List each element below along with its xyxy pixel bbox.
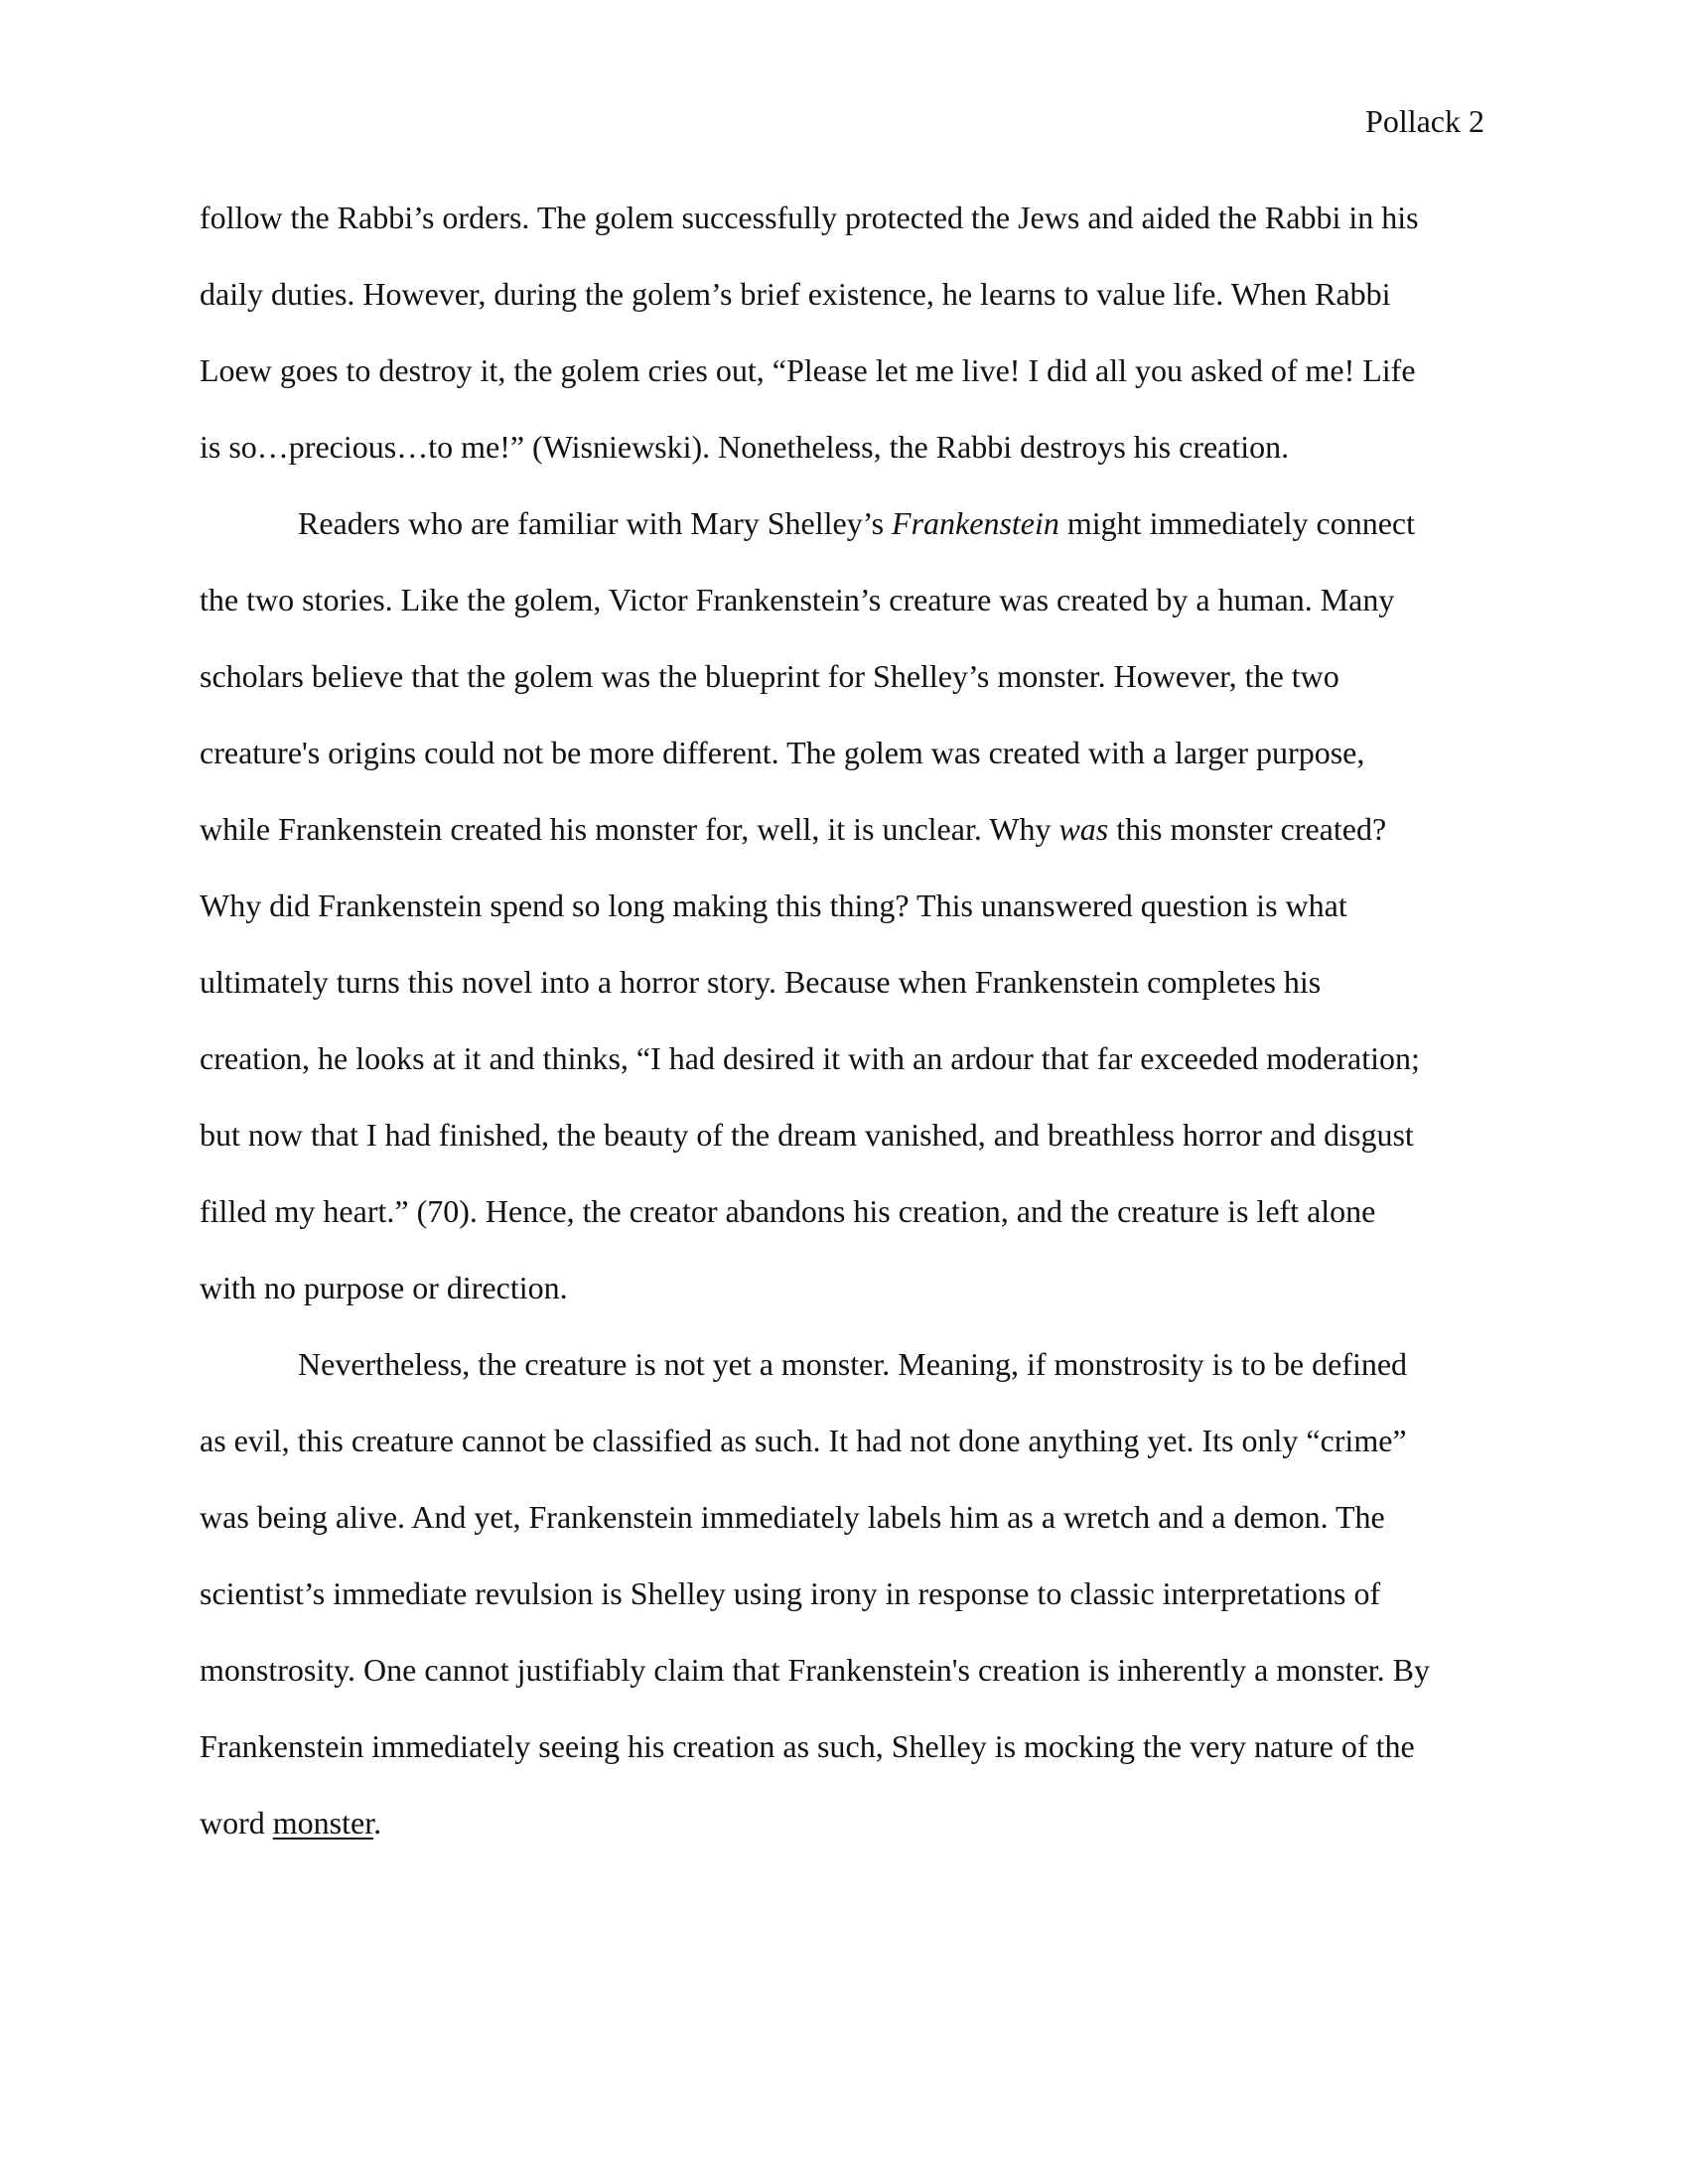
running-head: Pollack 2 xyxy=(1365,103,1484,139)
text-line xyxy=(200,1799,1490,1875)
text-line: monstrosity. One cannot justifiably claim that Frankenstein's creation is inherently a monster. By xyxy=(200,1652,1430,1688)
text-line: but now that I had finished, the beauty of the dream vanished, and breathless horror and disgust xyxy=(200,1117,1414,1153)
text-line: Frankenstein immediately seeing his creation as such, Shelley is mocking the very nature of the xyxy=(200,1728,1415,1764)
text-line: scholars believe that the golem was the blueprint for Shelley’s monster. However, the two xyxy=(200,658,1339,694)
text-line: with no purpose or direction. xyxy=(200,1270,568,1305)
text-line xyxy=(200,805,1490,882)
text-line: ultimately turns this novel into a horror story. Because when Frankenstein completes his xyxy=(200,964,1322,1000)
emphasis-italic: was xyxy=(1058,811,1109,847)
paragraph-start-line: Nevertheless, the creature is not yet a monster. Meaning, if monstrosity is to be defined xyxy=(298,1346,1408,1382)
text-span: word xyxy=(200,1805,273,1841)
text-line: scientist’s immediate revulsion is Shelley using irony in response to classic interpretations of xyxy=(200,1575,1381,1611)
text-span: . xyxy=(373,1805,382,1841)
underlined-word: monster xyxy=(272,1805,374,1841)
text-span: might immediately connect xyxy=(1058,505,1416,541)
text-line: is so…precious…to me!” (Wisniewski). Nonetheless, the Rabbi destroys his creation. xyxy=(200,429,1290,465)
text-span: while Frankenstein created his monster for, well, it is unclear. Why xyxy=(200,811,1059,847)
text-line: daily duties. However, during the golem’s brief existence, he learns to value life. When Rabbi xyxy=(200,276,1391,312)
text-line: as evil, this creature cannot be classified as such. It had not done anything yet. Its only “crime” xyxy=(200,1423,1407,1458)
book-title-italic: Frankenstein xyxy=(892,505,1059,541)
text-line: creation, he looks at it and thinks, “I had desired it with an ardour that far exceeded moderation; xyxy=(200,1040,1420,1076)
text-span: this monster created? xyxy=(1108,811,1387,847)
paragraph-start-line xyxy=(200,499,1490,576)
text-line: filled my heart.” (70). Hence, the creator abandons his creation, and the creature is left alone xyxy=(200,1193,1376,1229)
text-line: was being alive. And yet, Frankenstein immediately labels him as a wretch and a demon. The xyxy=(200,1499,1385,1535)
text-line: the two stories. Like the golem, Victor Frankenstein’s creature was created by a human. Many xyxy=(200,582,1395,617)
text-line: creature's origins could not be more different. The golem was created with a larger purpose, xyxy=(200,735,1365,770)
text-line: Loew goes to destroy it, the golem cries out, “Please let me live! I did all you asked of me! Life xyxy=(200,352,1416,388)
text-line: Why did Frankenstein spend so long making this thing? This unanswered question is what xyxy=(200,887,1347,923)
text-span: Readers who are familiar with Mary Shelley’s xyxy=(298,505,893,541)
text-line: follow the Rabbi’s orders. The golem successfully protected the Jews and aided the Rabbi in his xyxy=(200,200,1419,235)
essay-body xyxy=(200,194,1490,1875)
